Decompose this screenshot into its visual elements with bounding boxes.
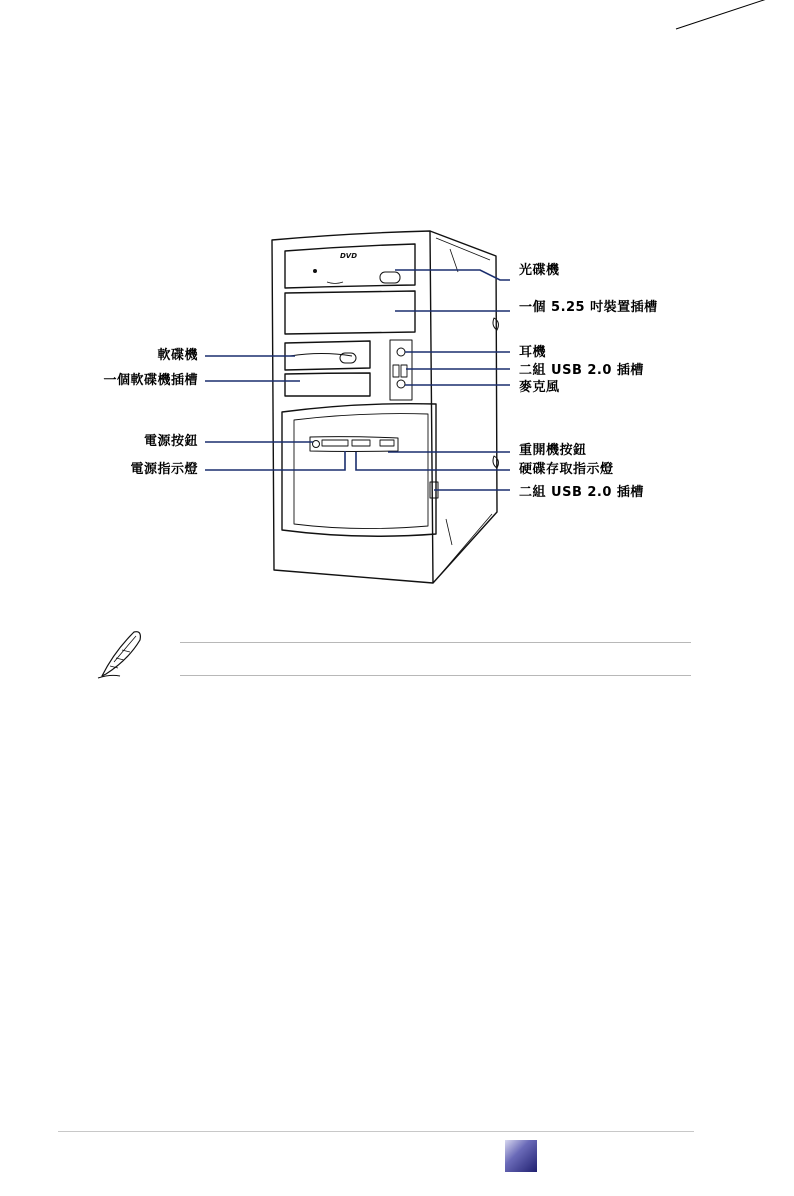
label-reset-button: 重開機按鈕 — [519, 443, 587, 458]
label-floppy-drive: 軟碟機 — [157, 348, 198, 363]
note-top-rule — [180, 642, 691, 643]
label-usb-front: 二組 USB 2.0 插槽 — [519, 363, 644, 378]
label-power-button: 電源按鈕 — [143, 434, 198, 449]
label-usb-side: 二組 USB 2.0 插槽 — [519, 485, 644, 500]
dvd-logo: DVD — [340, 252, 358, 260]
label-microphone: 麥克風 — [519, 380, 560, 395]
note-bottom-rule — [180, 675, 691, 676]
footer-rule — [58, 1131, 694, 1132]
feather-pen-icon — [94, 626, 148, 680]
label-hdd-led: 硬碟存取指示燈 — [519, 462, 614, 477]
label-headphone: 耳機 — [519, 345, 547, 360]
label-floppy-bay: 一個軟碟機插槽 — [103, 373, 198, 388]
page-tab-marker — [505, 1140, 537, 1172]
label-525-bay: 一個 5.25 吋裝置插槽 — [519, 300, 658, 315]
label-optical-drive: 光碟機 — [519, 263, 560, 278]
label-power-led: 電源指示燈 — [130, 462, 198, 477]
